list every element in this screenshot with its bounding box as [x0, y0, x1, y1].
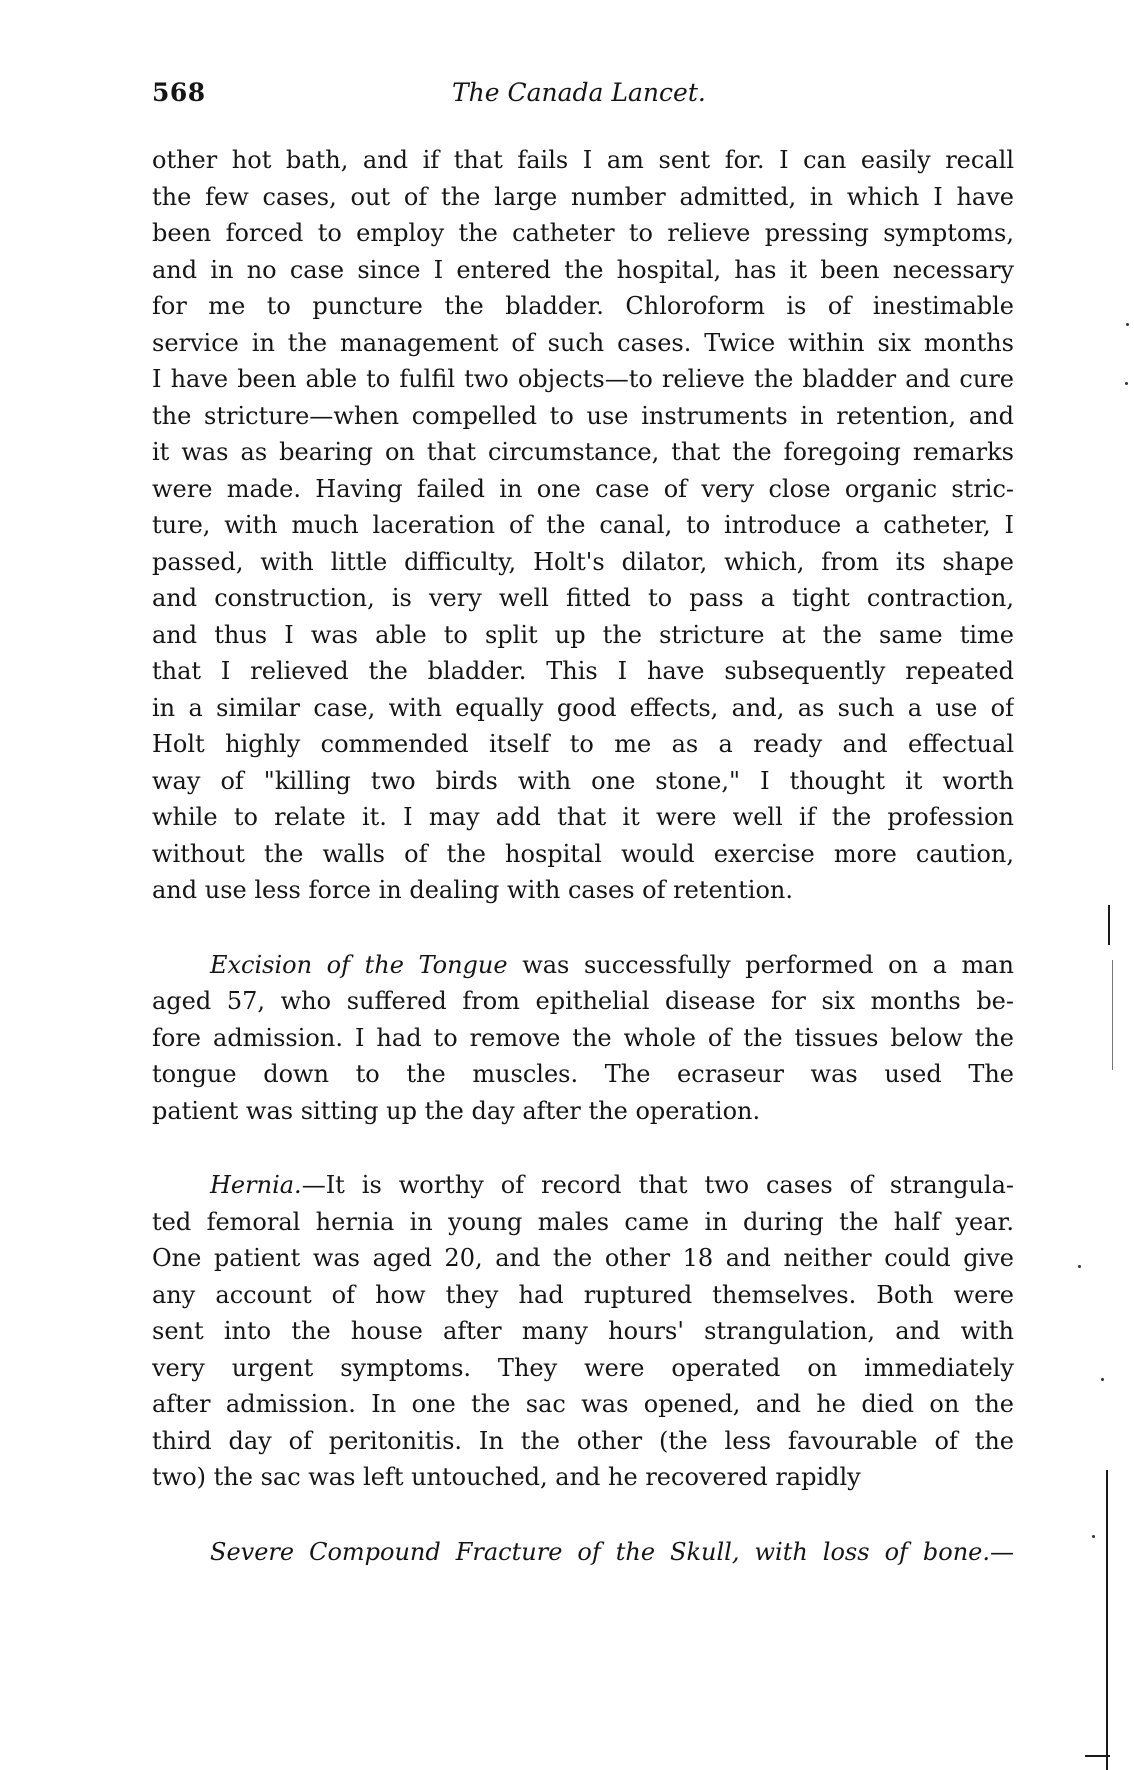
text-line	[152, 947, 1014, 984]
text-line: passed, with little difficulty, Holt's dilator, which, from its shape	[152, 547, 1014, 576]
text-line: in a similar case, with equally good effects, and, as such a use of	[152, 693, 1014, 722]
paragraph-spacer	[152, 909, 1014, 947]
text-line	[152, 1167, 1014, 1204]
running-header	[152, 78, 1014, 118]
text-line: were made. Having failed in one case of very close organic stric-	[152, 474, 1014, 503]
text-line: for me to puncture the bladder. Chloroform is of inestimable	[152, 292, 1014, 320]
text-line: very urgent symptoms. They were operated on immediately	[152, 1353, 1014, 1382]
scan-speck	[1125, 382, 1128, 385]
scan-speck	[1101, 1378, 1104, 1381]
text-line: service in the management of such cases. Twice within six months	[152, 328, 1014, 357]
text-line: that I relieved the bladder. This I have subsequently repeated	[152, 657, 1014, 685]
text-line: after admission. In one the sac was opened, and he died on the	[152, 1390, 1014, 1418]
scan-edge-mark	[1108, 905, 1110, 945]
text-line: aged 57, who suffered from epithelial disease for six months be-	[152, 987, 1014, 1015]
text-line: and construction, is very well fitted to pass a tight contraction,	[152, 584, 1014, 612]
scan-edge-mark	[1112, 960, 1113, 1070]
text-line: and thus I was able to split up the stricture at the same time	[152, 620, 1014, 649]
text-line: third day of peritonitis. In the other (the less favourable of the	[152, 1426, 1014, 1455]
scan-edge-mark	[1106, 1470, 1108, 1770]
text-line: and use less force in dealing with cases of retention.	[152, 876, 793, 904]
text-line: ted femoral hernia in young males came in during the half year.	[152, 1207, 1014, 1236]
paragraph-spacer	[152, 1129, 1014, 1167]
text-line: the stricture—when compelled to use instruments in retention, and	[152, 401, 1014, 430]
text-line: tongue down to the muscles. The ecraseur was used The	[152, 1060, 1014, 1088]
paragraph-retention	[152, 142, 1014, 909]
scan-edge-mark	[1085, 1755, 1110, 1757]
paragraph-spacer	[152, 1496, 1014, 1534]
page-number: 568	[152, 78, 206, 107]
text-line: way of "killing two birds with one stone," I thought it worth	[152, 766, 1014, 795]
scan-speck	[1126, 323, 1129, 326]
text-line: One patient was aged 20, and the other 18 and neither could give	[152, 1244, 1014, 1272]
text-line: been forced to employ the catheter to relieve pressing symptoms,	[152, 219, 1014, 247]
text-line: without the walls of the hospital would exercise more caution,	[152, 839, 1014, 868]
text-line: the few cases, out of the large number admitted, in which I have	[152, 182, 1014, 211]
text-line: sent into the house after many hours' strangulation, and with	[152, 1317, 1014, 1345]
text-line: and in no case since I entered the hospital, has it been necessary	[152, 255, 1014, 284]
text-run: was successfully performed on a man	[507, 950, 1014, 979]
text-line: patient was sitting up the day after the operation.	[152, 1096, 761, 1125]
scan-speck	[1092, 1535, 1095, 1538]
journal-title: The Canada Lancet.	[452, 78, 706, 107]
text-line: it was as bearing on that circumstance, that the foregoing remarks	[152, 438, 1014, 466]
paragraph-tongue-excision	[152, 947, 1014, 1130]
section-heading: Hernia.	[210, 1171, 302, 1199]
section-heading: Excision of the Tongue	[210, 950, 508, 979]
text-line: any account of how they had ruptured themselves. Both were	[152, 1280, 1014, 1309]
paragraph-hernia	[152, 1167, 1014, 1496]
text-line: Holt highly commended itself to me as a ready and effectual	[152, 730, 1014, 758]
text-line: other hot bath, and if that fails I am sent for. I can easily recall	[152, 146, 1014, 174]
text-line: while to relate it. I may add that it were well if the profession	[152, 803, 1014, 831]
text-line: fore admission. I had to remove the whole of the tissues below the	[152, 1023, 1014, 1052]
text-run: —It is worthy of record that two cases of strangula-	[301, 1171, 1014, 1199]
text-line: two) the sac was left untouched, and he recovered rapidly	[152, 1463, 861, 1491]
article-body	[152, 142, 1014, 1570]
paragraph-skull-fracture	[152, 1534, 1014, 1571]
text-line: I have been able to fulfil two objects—to relieve the bladder and cure	[152, 365, 1014, 393]
scan-speck	[1078, 1265, 1081, 1268]
section-heading: Severe Compound Fracture of the Skull, with loss of bone.—	[210, 1537, 1014, 1566]
text-line: ture, with much laceration of the canal, to introduce a catheter, I	[152, 511, 1014, 539]
